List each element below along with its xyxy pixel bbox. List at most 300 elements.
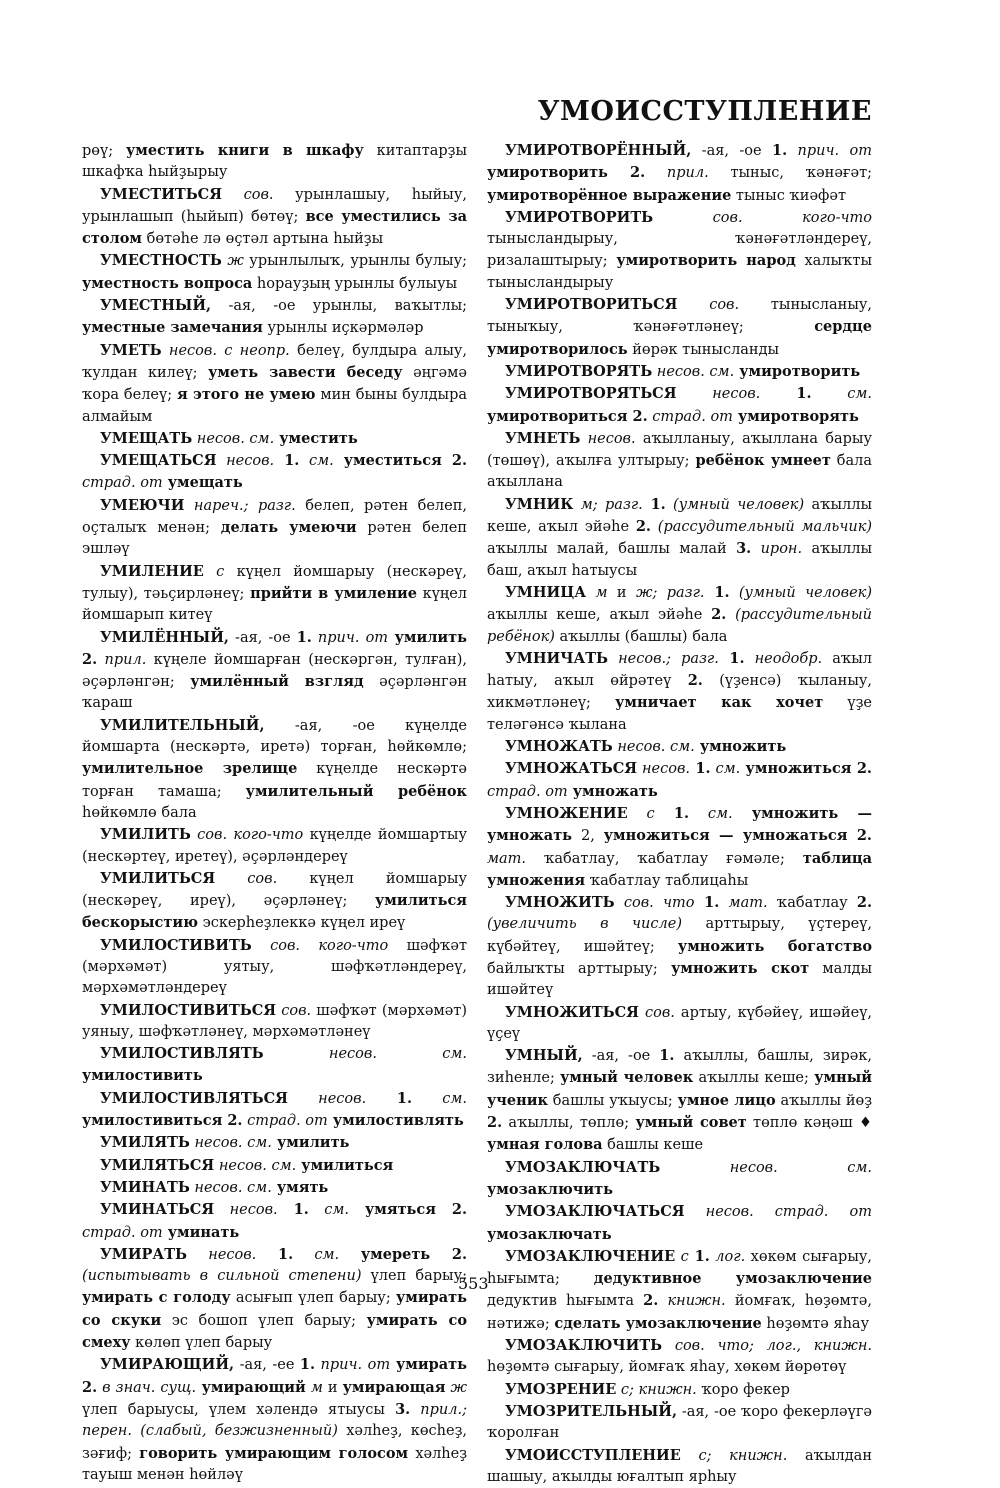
entry-grammar-note: см. — [299, 453, 334, 470]
entry-grammar-note: прич. от — [311, 629, 389, 646]
entry-translation: үлеп барыу; — [361, 1268, 467, 1285]
entry-headword: УМЕТЬ — [100, 341, 162, 359]
entry-headword: УМИЛИТЕЛЬНЫЙ, — [100, 716, 265, 734]
entry-example: уместность вопроса — [82, 274, 253, 292]
entry-translation: аҡыллы кеше, аҡыл эйәһе — [487, 607, 712, 624]
entry-headword: УМЕЩАТЬСЯ — [100, 452, 217, 470]
entry-grammar-note: (увеличить в числе) — [487, 916, 682, 933]
entry-example: умножить — [694, 738, 787, 756]
entry-grammar-note: несов. — [580, 430, 636, 447]
entry-translation: үлеп барыусы, үлем хәлендә ятыусы — [82, 1401, 396, 1418]
entry-grammar-note: страд. от — [487, 783, 568, 800]
entry-example: умилить — [271, 1134, 350, 1152]
entry-grammar-note: прич. от — [787, 143, 872, 159]
entry-example: умилённый взгляд — [190, 673, 364, 691]
dictionary-entry — [487, 1246, 872, 1335]
entry-example: 1. — [274, 452, 300, 470]
entry-headword: УМИЛОСТИВЛЯТЬ — [100, 1045, 264, 1063]
dictionary-entry — [82, 715, 467, 824]
entry-grammar-note: несов. — [637, 761, 691, 778]
entry-grammar-note: страд. от — [82, 1224, 163, 1241]
entry-grammar-note: ирон. — [751, 541, 803, 558]
entry-headword: УМИЛЕНИЕ — [100, 562, 204, 580]
entry-translation: урынлы иҫкәрмәләр — [262, 320, 424, 337]
entry-example: умиротворённое выражение — [487, 186, 732, 204]
dictionary-entry — [487, 1401, 872, 1445]
entry-translation: аҡыллы (башлы) бала — [554, 628, 728, 645]
entry-grammar-note: книжн. — [658, 1293, 726, 1310]
page-number: 553 — [458, 1274, 489, 1293]
entry-translation: аҡылдан шашыу, аҡылды юғалтып ярһыу — [487, 1447, 872, 1485]
dictionary-entry — [82, 250, 467, 295]
entry-translation: башлы кеше — [602, 1137, 704, 1154]
entry-translation: бөтәһе лә өҫтәл артына һыйҙы — [141, 231, 384, 248]
entry-headword: УМИРОТВОРЯТЬ — [505, 362, 653, 380]
entry-example: 2. — [643, 1292, 659, 1310]
entry-translation: -ая, -ое ҡоро фекерләүгә ҡоролған — [487, 1403, 872, 1442]
entry-example: уминать — [162, 1223, 240, 1241]
entry-translation: аҡыллы, башлы, зирәк, зиһенле; — [487, 1048, 872, 1087]
entry-example: умножать — [567, 782, 658, 800]
entry-translation: күңелде йомшартыу (нескәртеү, иретеү), әҫәрләндереү — [82, 827, 468, 865]
entry-translation: 2, — [572, 828, 604, 845]
entry-example: умереть 2. — [339, 1245, 467, 1263]
entry-example: прийти в умиление — [250, 584, 417, 602]
entry-grammar-note: сов. что — [614, 895, 695, 912]
dictionary-entry — [82, 824, 467, 868]
entry-example: умный совет — [635, 1114, 747, 1132]
entry-translation: һөйкөмлө бала — [82, 804, 197, 821]
entry-example: 1. — [718, 649, 745, 667]
left-column — [82, 140, 467, 1486]
entry-grammar-note: с; книжн. — [616, 1381, 697, 1398]
entry-grammar-note: нареч.; разг. — [184, 497, 296, 514]
entry-grammar-note: сов. кого-что — [251, 937, 389, 954]
entry-grammar-note: страд. от — [647, 408, 733, 425]
dictionary-entry — [487, 207, 872, 294]
entry-grammar-note: несов. с неопр. — [161, 342, 290, 359]
dictionary-entry — [82, 1000, 467, 1044]
entry-translation: аҡыллы кеше; — [693, 1070, 815, 1087]
dictionary-entry — [487, 494, 872, 582]
entry-headword: УМИРОТВОРИТЬСЯ — [505, 296, 678, 314]
entry-headword: УМОИССТУПЛЕНИЕ — [505, 1446, 681, 1464]
entry-grammar-note: см. — [811, 386, 872, 403]
entry-example: говорить умирающим голосом — [139, 1444, 409, 1462]
entry-headword: УМОЗРЕНИЕ — [505, 1380, 617, 1398]
entry-grammar-note: несов. — [676, 386, 761, 403]
dictionary-entry — [487, 892, 872, 1001]
entry-example: ребёнок умнеет — [695, 452, 831, 470]
entry-translation: аҡыллы малай, башлы малай — [487, 541, 737, 558]
entry-example: 2. — [487, 1114, 503, 1132]
entry-headword: УМИЛИТЬСЯ — [100, 869, 216, 887]
dictionary-entry — [82, 140, 467, 184]
entry-example: уместить книги в шкафу — [125, 142, 364, 159]
dictionary-entry — [82, 1132, 467, 1154]
entry-example: умилительное зрелище — [82, 760, 298, 778]
right-column — [487, 140, 872, 1488]
entry-translation: дедуктив һығымта — [487, 1293, 644, 1310]
entry-example: умное лицо — [677, 1091, 776, 1109]
dictionary-entry — [82, 1177, 467, 1199]
dictionary-entry — [82, 295, 467, 340]
entry-headword: УМИЛЯТЬ — [100, 1134, 190, 1152]
entry-translation: аҡыллы кеше, аҡыл эйәһе — [487, 496, 872, 536]
entry-headword: УМИРОТВОРЁННЫЙ, — [505, 142, 692, 159]
entry-grammar-note: прил.; перен. (слабый, безжизненный) — [82, 1401, 467, 1440]
entry-example: 3. — [736, 540, 752, 558]
entry-example: умирать с голоду — [82, 1289, 231, 1307]
entry-translation: ҡабатлау, ҡабатлау ғәмәле; — [526, 850, 803, 867]
entry-translation: төплө кәңәш — [746, 1115, 859, 1132]
entry-example: умирать 2. — [82, 1356, 467, 1396]
entry-example: уместные замечания — [82, 319, 263, 337]
entry-headword: УМНИК — [505, 495, 574, 513]
dictionary-entry — [487, 140, 872, 207]
entry-headword: УМИНАТЬСЯ — [100, 1201, 215, 1219]
entry-translation: күңелде нескәртә торған тамаша; — [82, 761, 467, 800]
entry-example: 1. — [659, 1047, 675, 1065]
entry-grammar-note: мат. — [719, 895, 768, 912]
entry-example: 1. — [654, 804, 690, 822]
entry-grammar-note: сов. — [638, 1004, 675, 1021]
entry-headword: УМИЛОСТИВИТЬ — [100, 936, 252, 954]
dictionary-entry — [487, 648, 872, 736]
entry-headword: УМОЗАКЛЮЧАТЬСЯ — [505, 1203, 685, 1221]
entry-translation: китаптарҙы шкафҡа һыйҙырыу — [82, 143, 467, 181]
entry-translation: -ая, -ое — [691, 143, 772, 159]
entry-grammar-note: несов. — [287, 1090, 367, 1107]
entry-translation: күңел йомшарыу (нескәреү, иреү), әҫәрләнеү; — [82, 870, 467, 910]
entry-grammar-note: несов. — [216, 453, 275, 470]
entry-example: 1. — [299, 1356, 316, 1374]
entry-example: ♦ умная голова — [487, 1114, 872, 1154]
entry-translation: белеү, булдыра алыу, ҡулдан килеү; — [82, 342, 467, 381]
entry-translation: тыныс ҡиәфәт — [731, 187, 847, 204]
entry-translation: тынысланыу, тыныҡыу, ҡәнәғәтләнеү; — [487, 297, 873, 336]
entry-grammar-note: (рассудительный ребёнок) — [487, 607, 873, 645]
entry-grammar-note: несов. страд. от — [684, 1204, 872, 1221]
entry-grammar-note: мат. — [487, 850, 527, 867]
entry-headword: УМНОЖАТЬ — [505, 738, 613, 756]
entry-grammar-note: несов. см. — [192, 430, 275, 447]
entry-translation: һөҙөмтә сығарыу, йомғаҡ яһау, хөкөм йөрөтөү — [487, 1359, 847, 1376]
entry-headword: УМИЛЁННЫЙ, — [100, 628, 229, 646]
entry-example: я этого не умею — [176, 386, 316, 404]
dictionary-entry — [487, 1445, 872, 1488]
entry-headword: УМНИЧАТЬ — [505, 649, 609, 667]
page-header-title: УМОИССТУПЛЕНИЕ — [537, 96, 872, 127]
entry-grammar-note: несов. см. — [189, 1179, 272, 1196]
entry-example: 1. — [256, 1245, 294, 1263]
entry-translation: эскерһеҙлеккә күңел иреү — [197, 915, 406, 932]
entry-translation: артыу, күбәйеү, ишәйеү, үҫеү — [487, 1004, 873, 1042]
entry-grammar-note: (рассудительный мальчик) — [650, 519, 873, 536]
entry-grammar-note: несов. см. — [660, 1159, 872, 1176]
entry-grammar-note: см. — [710, 761, 741, 778]
entry-example: 1. — [366, 1089, 413, 1107]
entry-headword: УМОЗАКЛЮЧИТЬ — [505, 1337, 663, 1355]
dictionary-entry — [82, 935, 467, 1000]
dictionary-entry — [82, 495, 467, 561]
entry-grammar-note: (умный человек) — [729, 584, 872, 601]
entry-example: сделать умозаключение — [554, 1314, 762, 1332]
entry-grammar-note: прич. от — [315, 1357, 391, 1374]
entry-grammar-note: см. — [412, 1090, 468, 1107]
entry-example: умилостивить — [82, 1067, 203, 1085]
entry-grammar-note: сов. что; лог., книжн. — [662, 1338, 872, 1355]
entry-translation: рөү; — [82, 143, 126, 159]
entry-translation: -ая, -ое күңелде йомшарта (нескәртә, иретә) торған, һөйкөмлө; — [82, 717, 467, 756]
dictionary-entry — [82, 450, 467, 495]
dictionary-entry — [487, 428, 872, 494]
entry-translation: и — [322, 1379, 343, 1396]
entry-translation: көлөп үлеп барыу — [130, 1335, 273, 1352]
entry-grammar-note: м — [305, 1379, 323, 1396]
entry-grammar-note: в знач. сущ. — [97, 1379, 197, 1396]
entry-headword: УМЕСТИТЬСЯ — [100, 185, 222, 203]
entry-translation: белеп, рәтен белеп, оҫталыҡ менән; — [82, 497, 467, 537]
entry-example: уметь завести беседу — [208, 363, 403, 381]
entry-example: умиротворять — [732, 407, 859, 425]
entry-grammar-note: несов. — [214, 1202, 278, 1219]
entry-example: все уместились за столом — [82, 207, 467, 248]
dictionary-entry — [82, 627, 467, 715]
dictionary-entry — [487, 1201, 872, 1246]
entry-translation: (үҙенсә) — [702, 673, 782, 690]
entry-grammar-note: несов. см. — [652, 363, 735, 380]
entry-translation: ҡыланыу, хикмәтләнеү; — [487, 673, 872, 712]
entry-headword: УМЕСТНЫЙ, — [100, 297, 212, 315]
entry-example: умножить — умножать — [487, 804, 873, 845]
entry-translation: -ая, -ое — [228, 629, 297, 646]
entry-translation: байлыҡты арттырыу; — [487, 960, 672, 977]
entry-headword: УМНОЖЕНИЕ — [505, 804, 628, 822]
entry-grammar-note: лог. — [709, 1248, 746, 1265]
entry-translation: башлы уҡыусы; — [547, 1092, 678, 1109]
entry-translation: әҫәрләнгән ҡараш — [82, 674, 467, 712]
entry-grammar-note: сов. — [276, 1002, 312, 1019]
entry-translation: аҡыл һатыу, аҡыл өйрәтеү — [487, 650, 873, 690]
entry-example: умножить скот — [671, 959, 810, 977]
entry-grammar-note: с — [203, 563, 225, 580]
entry-grammar-note: несов.; разг. — [608, 650, 719, 667]
entry-headword: УМИРОТВОРИТЬ — [505, 208, 654, 226]
entry-example: 1. — [690, 760, 711, 778]
entry-headword: УМИЛОСТИВИТЬСЯ — [100, 1001, 277, 1019]
entry-example: умиротворить — [734, 362, 861, 380]
entry-translation: йомғаҡ, һөҙөмтә, нәтижә; — [487, 1293, 872, 1332]
entry-headword: УМИРОТВОРЯТЬСЯ — [505, 385, 677, 403]
entry-headword: УМИРАЮЩИЙ, — [100, 1356, 235, 1374]
entry-example: умилиться — [296, 1156, 394, 1174]
entry-grammar-note: несов. см. — [263, 1046, 467, 1063]
entry-example: 2. — [687, 672, 703, 690]
dictionary-entry — [487, 803, 872, 892]
dictionary-entry — [82, 428, 467, 450]
entry-translation: аҡыллы баш, аҡыл һатыусы — [487, 541, 872, 579]
entry-translation: рәтен белеп эшләү — [82, 520, 467, 558]
entry-example: дедуктивное умозаключение — [593, 1270, 873, 1288]
entry-example: 2. — [711, 606, 727, 624]
entry-headword: УМИЛОСТИВЛЯТЬСЯ — [100, 1089, 288, 1107]
entry-translation: һорауҙың урынлы булыуы — [252, 275, 458, 292]
entry-headword: УМЕСТНОСТЬ — [100, 252, 222, 270]
entry-headword: УМНОЖАТЬСЯ — [505, 760, 638, 778]
entry-headword: УМОЗРИТЕЛЬНЫЙ, — [505, 1402, 678, 1420]
entry-translation: -ая, -ое — [582, 1048, 660, 1065]
entry-example: делать умеючи — [220, 519, 357, 537]
entry-example: сердце умиротворилось — [487, 318, 872, 358]
entry-translation: эс бошоп үлеп барыу; — [161, 1312, 367, 1329]
entry-grammar-note: несов. см. — [214, 1157, 297, 1174]
dictionary-entry — [487, 1379, 872, 1401]
entry-translation: хөкөм сығарыу, һығымта; — [487, 1248, 873, 1288]
dictionary-entry — [487, 582, 872, 648]
entry-translation: урынлылыҡ, урынлы булыу; — [243, 253, 468, 270]
entry-grammar-note: см. — [293, 1246, 340, 1263]
entry-translation: шәфҡәт (мәрхәмәт) уятыу, шәфҡәтләндереү, мәрхәмәтләндереү — [82, 937, 467, 997]
entry-grammar-note: несов. см. — [189, 1135, 272, 1152]
entry-example: умиротворить народ — [616, 252, 796, 270]
dictionary-entry — [487, 1157, 872, 1202]
entry-grammar-note: страд. от — [242, 1113, 328, 1130]
entry-example: умный человек — [560, 1069, 694, 1087]
entry-grammar-note: с; книжн. — [680, 1447, 788, 1464]
entry-translation: арттырыу, үҫтереү, күбәйтеү, ишәйтеү; — [487, 916, 872, 955]
entry-headword: УМНОЖИТЬСЯ — [505, 1003, 639, 1021]
entry-grammar-note: прил. — [97, 651, 147, 668]
dictionary-entry — [487, 1335, 872, 1379]
entry-translation: -ая, -ое урынлы, ваҡытлы; — [211, 298, 467, 315]
entry-headword: УМИНАТЬ — [100, 1178, 190, 1196]
entry-example: умилиться бескорыстию — [82, 892, 467, 932]
entry-example: 1. — [704, 583, 730, 601]
dictionary-entry — [82, 184, 467, 251]
entry-example: 1. — [760, 385, 812, 403]
entry-example: 1. — [688, 1247, 710, 1265]
entry-example: умирать со скуки — [82, 1289, 467, 1329]
entry-grammar-note: сов. кого-что — [190, 827, 304, 844]
entry-headword: УМОЗАКЛЮЧАТЬ — [505, 1158, 661, 1176]
dictionary-entry — [82, 1244, 467, 1354]
entry-grammar-note: (умный человек) — [665, 496, 805, 513]
entry-grammar-note: сов. — [677, 297, 740, 314]
entry-translation: малды ишәйтеү — [487, 960, 873, 999]
entry-example: умирать со смеху — [82, 1311, 468, 1352]
entry-grammar-note: сов. — [215, 870, 278, 887]
entry-example: умяться 2. — [349, 1201, 468, 1219]
entry-grammar-note: см. — [308, 1202, 350, 1219]
entry-headword: УМНОЖИТЬ — [505, 894, 615, 912]
dictionary-entry — [82, 868, 467, 935]
entry-translation: хәлһеҙ, көсһеҙ, зәғиф; — [82, 1423, 467, 1462]
entry-headword: УМИРАТЬ — [100, 1245, 187, 1263]
entry-example: 2. — [635, 518, 651, 536]
entry-example: 1. — [771, 142, 788, 159]
entry-example: умилостивлять — [327, 1112, 464, 1130]
dictionary-entry — [487, 758, 872, 803]
entry-example: умиротворить 2. — [487, 164, 646, 182]
entry-grammar-note: несов. см. — [612, 739, 695, 756]
entry-translation: ҡабатлау таблицаһы — [585, 872, 749, 889]
entry-translation: күңел йомшарыу (нескәреү, тулыу), тәьҫирләнеү; — [82, 563, 467, 602]
entry-example: умирающий — [196, 1378, 306, 1396]
entry-example: 1. — [642, 495, 666, 513]
entry-example: умять — [271, 1178, 329, 1196]
entry-translation: ҡоро фекер — [696, 1381, 790, 1398]
dictionary-entry — [487, 736, 872, 758]
entry-translation: бала аҡыллана — [487, 453, 872, 491]
entry-example: 2. — [856, 894, 872, 912]
entry-example: умный ученик — [487, 1069, 872, 1109]
entry-headword: УМЕЩАТЬ — [100, 429, 193, 447]
entry-example: умножить богатство — [677, 937, 872, 955]
entry-example: умирающая — [342, 1378, 446, 1396]
entry-translation: аҡылланыу, аҡыллана барыу (төшөү), аҡылға ултырыу; — [487, 430, 872, 470]
entry-grammar-note: с — [627, 805, 655, 822]
entry-headword: УМОЗАКЛЮЧЕНИЕ — [505, 1247, 676, 1265]
entry-example: таблица умножения — [487, 849, 872, 889]
dictionary-entry — [487, 1045, 872, 1156]
entry-translation: үҙе теләгәнсә ҡылана — [487, 695, 872, 733]
entry-grammar-note: ж; разг. — [635, 584, 705, 601]
entry-example: 1. — [277, 1201, 309, 1219]
entry-grammar-note: ж — [221, 253, 244, 270]
dictionary-entry — [82, 340, 467, 428]
entry-grammar-note: с — [675, 1248, 689, 1265]
entry-example: 1. — [296, 628, 312, 646]
dictionary-entry — [487, 294, 872, 361]
entry-translation: халыҡты тынысландырыу — [487, 253, 872, 291]
entry-grammar-note: м — [586, 584, 608, 601]
dictionary-entry — [82, 1199, 467, 1244]
entry-grammar-note: см. — [689, 805, 733, 822]
entry-grammar-note: несов. — [187, 1246, 257, 1263]
entry-grammar-note: неодобр. — [744, 650, 823, 667]
entry-headword: УМНЕТЬ — [505, 429, 581, 447]
entry-example: уместить — [274, 429, 358, 447]
entry-translation: хәлһеҙ тауыш менән һөйләү — [82, 1445, 467, 1483]
entry-grammar-note: м; разг. — [573, 496, 643, 513]
entry-example: умещать — [162, 474, 243, 492]
entry-example: умилостивиться 2. — [82, 1112, 243, 1130]
entry-example: умилительный ребёнок — [245, 782, 467, 800]
entry-translation: тынысландырыу, ҡәнәғәтләндереү, ризалаштырыу; — [487, 231, 872, 270]
entry-translation: урынлашыу, һыйыу, урынлашып (һыйып) бөтөү; — [82, 186, 467, 225]
entry-translation: йөрәк тынысланды — [627, 341, 780, 358]
entry-headword: УМНИЦА — [505, 583, 587, 601]
entry-grammar-note: сов. — [221, 186, 274, 203]
entry-translation: ҡабатлау — [767, 895, 857, 912]
entry-translation: и — [607, 584, 636, 601]
entry-headword: УМИЛИТЬ — [100, 826, 191, 844]
entry-translation: аҡыллы, төплө; — [502, 1115, 636, 1132]
entry-example: умиротвориться 2. — [487, 407, 648, 425]
dictionary-entry — [82, 1088, 467, 1133]
entry-example: умозаключить — [487, 1180, 613, 1198]
entry-example: уместиться 2. — [333, 452, 467, 470]
entry-translation: мин быны булдыра алмайым — [82, 387, 467, 425]
entry-translation: күңел йомшарып китеү — [82, 585, 467, 624]
entry-headword: УМНЫЙ, — [505, 1047, 583, 1065]
entry-translation: тыныс, ҡәнәғәт; — [708, 165, 872, 182]
entry-translation: -ая, -ее — [234, 1357, 300, 1374]
dictionary-entry — [82, 561, 467, 627]
entry-translation: күңеле йомшарған (нескәргән, тулған), әҫәрләнгән; — [82, 651, 467, 691]
dictionary-entry — [487, 383, 872, 428]
